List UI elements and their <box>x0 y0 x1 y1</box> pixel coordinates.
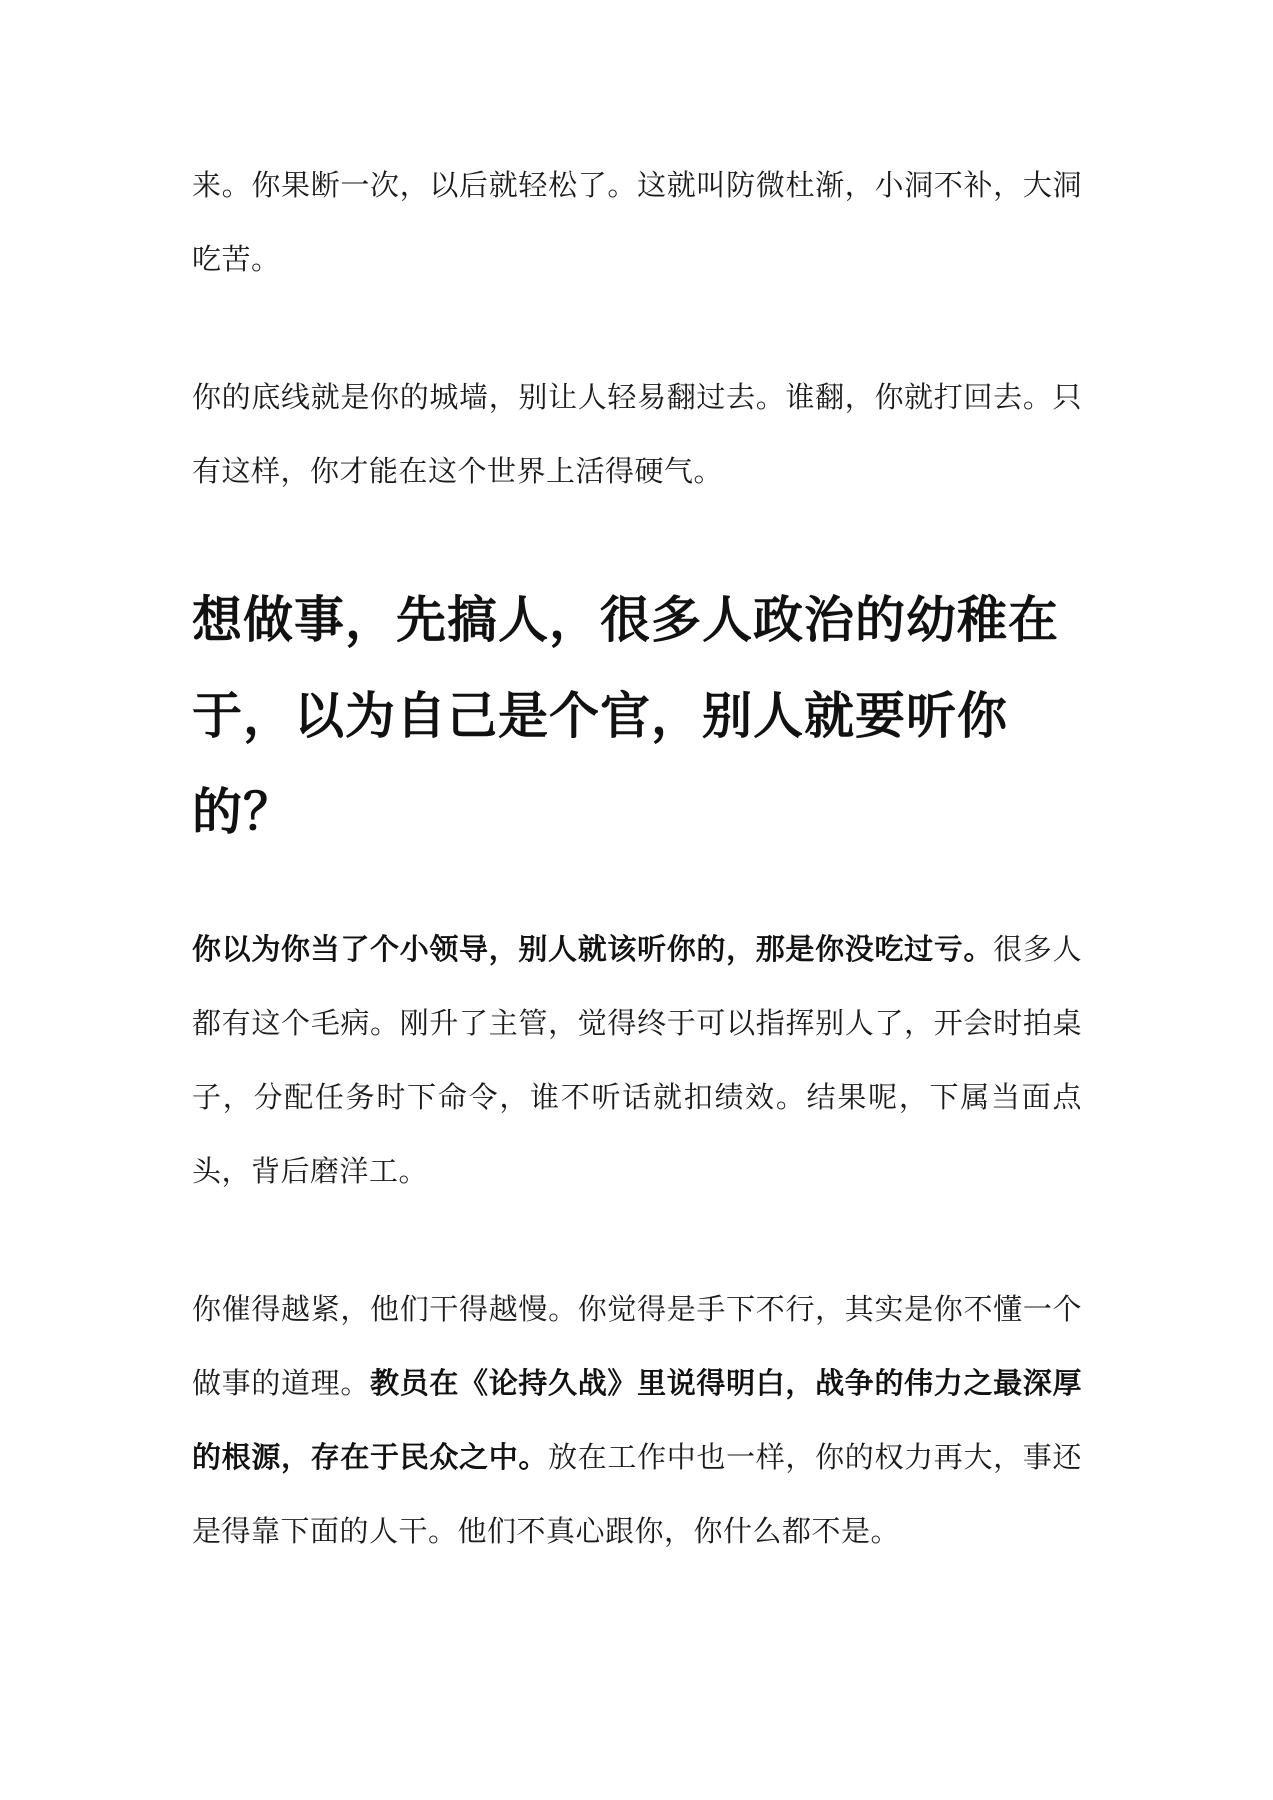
paragraph-4-bold-quote: 教员在《论持久战》里说得明白，战争的伟力之最深厚的根源，存在于民众之中。 <box>192 1366 1082 1474</box>
paragraph-3 <box>192 912 1082 1208</box>
paragraph-1 <box>192 148 1082 296</box>
paragraph-2 <box>192 360 1082 508</box>
paragraph-2-text: 你的底线就是你的城墙，别让人轻易翻过去。谁翻，你就打回去。只有这样，你才能在这个世界上活得硬气。 <box>192 380 1082 488</box>
paragraph-3-text: 很多人都有这个毛病。刚升了主管，觉得终于可以指挥别人了，开会时拍桌子，分配任务时下命令，谁不听话就扣绩效。结果呢，下属当面点头，背后磨洋工。 <box>192 932 1082 1188</box>
paragraph-3-bold-text: 你以为你当了个小领导，别人就该听你的，那是你没吃过亏。 <box>192 932 994 966</box>
section-heading: 想做事，先搞人，很多人政治的幼稚在于，以为自己是个官，别人就要听你的？ <box>192 590 1059 841</box>
paragraph-4-text-start: 你催得越紧，他们干得越慢。你觉得是手下不行，其实是你不懂一个做事的道理。 <box>192 1292 1082 1400</box>
paragraph-4 <box>192 1272 1082 1568</box>
document-content <box>192 148 1082 1632</box>
paragraph-4-text-end: 放在工作中也一样，你的权力再大，事还是得靠下面的人干。他们不真心跟你，你什么都不是。 <box>192 1440 1082 1548</box>
paragraph-1-text: 来。你果断一次，以后就轻松了。这就叫防微杜渐，小洞不补，大洞吃苦。 <box>192 168 1082 276</box>
